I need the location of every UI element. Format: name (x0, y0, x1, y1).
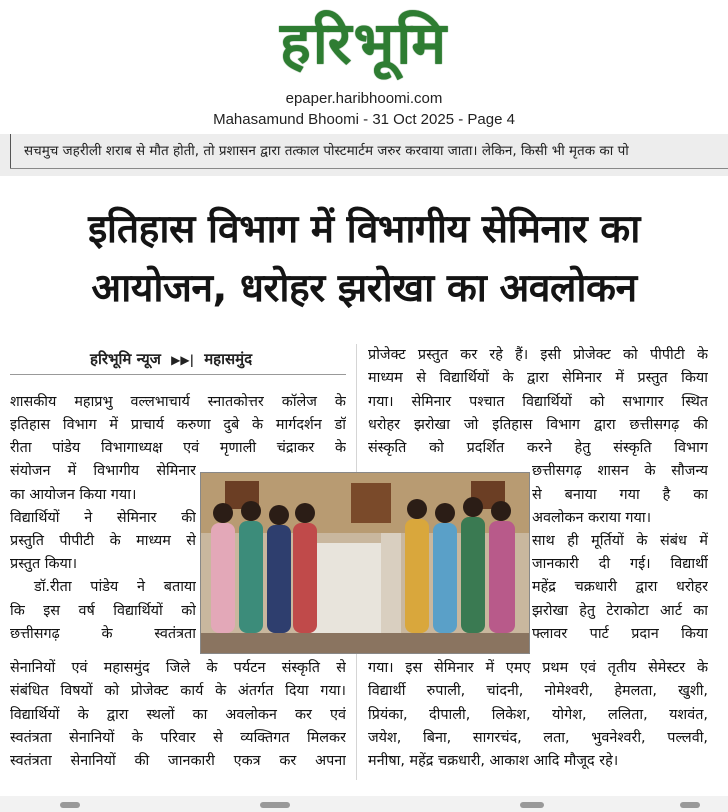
edition-date-page: Mahasamund Bhoomi - 31 Oct 2025 - Page 4 (213, 111, 515, 128)
left-col-line: का आयोजन किया गया। (10, 487, 137, 503)
right-col-line: गया। सेमिनार पश्चात विद्यार्थियों को सभागार स्थित (368, 394, 708, 410)
previous-article-text: सचमुच जहरीली शराब से मौत होती, तो प्रशासन द्वारा तत्काल पोस्टमार्टम जरुर करवाया जाता। लेकिन, किसी भी मृतक का पो (24, 143, 629, 159)
strip-left-rule (10, 134, 11, 168)
haribhoomi-logo: हरिभूमि (279, 9, 449, 77)
left-col-line: कि इस वर्ष विद्यार्थियों को (10, 603, 196, 619)
left-col-line: विद्यार्थियों के द्वारा स्थलों का अवलोकन कर एवं (10, 707, 346, 723)
left-col-line: संबंधित विषयों को प्रोजेक्ट कार्य के अंतर्गत दिया गया। (10, 683, 346, 699)
left-col-line: संयोजन में विभागीय सेमिनार (10, 463, 196, 479)
right-col-line: जयेश, बिना, सागरचंद, लता, भुवनेश्वरी, पल्लवी, (368, 730, 708, 746)
cutoff-glyph (680, 802, 700, 808)
left-col-line: स्वतंत्रता सेनानियों के परिवार से व्यक्तिगत मिलकर (10, 730, 346, 746)
right-col-line: गया। इस सेमिनार में एमए प्रथम एवं तृतीय सेमेस्टर के (368, 660, 708, 676)
cutoff-glyph (260, 802, 290, 808)
right-col-line: प्रियंका, दीपाली, लिकेश, योगेश, ललिता, यशवंत, (368, 707, 708, 723)
seminar-group-photo (200, 472, 530, 654)
right-col-line: प्रोजेक्ट प्रस्तुत कर रहे हैं। इसी प्रोजेक्ट को पीपीटी के (368, 347, 708, 363)
strip-bottom-rule (10, 168, 728, 169)
headline-line-1: इतिहास विभाग में विभागीय सेमिनार का (88, 207, 640, 252)
left-col-line: स्वतंत्रता सेनानियों की जानकारी एकत्र कर अपना (10, 753, 346, 769)
right-col-line: छत्तीसगढ़ शासन के सौजन्य (532, 463, 708, 479)
right-col-line: महेंद्र चक्रधारी द्वारा धरोहर (532, 579, 708, 595)
right-col-line: से बनाया गया है का (532, 487, 708, 503)
masthead (0, 0, 728, 128)
right-col-line: धरोहर झरोखा जो इतिहास विभाग द्वारा छत्तीसगढ़ की (368, 417, 708, 433)
left-col-line: प्रस्तुति पीपीटी के माध्यम से (10, 533, 196, 549)
headline-line-2: आयोजन, धरोहर झरोखा का अवलोकन (91, 266, 637, 311)
right-col-line: मनीषा, महेंद्र चक्रधारी, आकाश आदि मौजूद रहे। (368, 753, 619, 769)
right-col-line: माध्यम से विद्यार्थियों के द्वारा सेमिनार में प्रस्तुत किया (368, 370, 708, 386)
cutoff-glyph (60, 802, 80, 808)
right-col-line: फ्लावर पार्ट प्रदान किया (532, 626, 708, 642)
byline (90, 349, 252, 369)
right-col-line: साथ ही मूर्तियों के संबंध में (532, 533, 708, 549)
right-col-line: झरोखा हेतु टेराकोटा आर्ट का (532, 603, 708, 619)
previous-article-strip (0, 134, 728, 176)
byline-source: हरिभूमि न्यूज (90, 350, 161, 368)
left-col-line: शासकीय महाप्रभु वल्लभाचार्य स्नातकोत्तर कॉलेज के (10, 394, 346, 410)
left-col-line: इतिहास विभाग में प्राचार्य करुणा दुबे के मार्गदर्शन डॉ (10, 417, 346, 433)
left-col-line: रीता पांडेय विभागाध्यक्ष एवं मृणाली चंद्राकर के (10, 440, 346, 456)
epaper-url[interactable]: epaper.haribhoomi.com (285, 90, 443, 107)
left-col-line: विद्यार्थियों ने सेमिनार की (10, 510, 196, 526)
left-col-line: डॉ.रीता पांडेय ने बताया (34, 579, 196, 595)
right-col-line: अवलोकन कराया गया। (532, 510, 652, 526)
byline-location: महासमुंद (204, 350, 253, 368)
right-col-line: जानकारी दी गई। विद्यार्थी (532, 556, 708, 572)
byline-arrow-icon: ▶▶| (171, 353, 194, 367)
left-col-line: छत्तीसगढ़ के स्वतंत्रता (10, 626, 196, 642)
left-col-line: सेनानियों एवं महासमुंद जिले के पर्यटन संस्कृति से (10, 660, 346, 676)
article-headline (0, 200, 728, 318)
byline-rule (10, 374, 346, 375)
right-col-line: संस्कृति को प्रदर्शित करने हेतु संस्कृति विभाग (368, 440, 708, 456)
next-article-strip (0, 796, 728, 812)
left-col-line: प्रस्तुत किया। (10, 556, 78, 572)
cutoff-glyph (520, 802, 544, 808)
right-col-line: विद्यार्थी रुपाली, चांदनी, नोमेश्वरी, हेमलता, खुशी, (368, 683, 708, 699)
